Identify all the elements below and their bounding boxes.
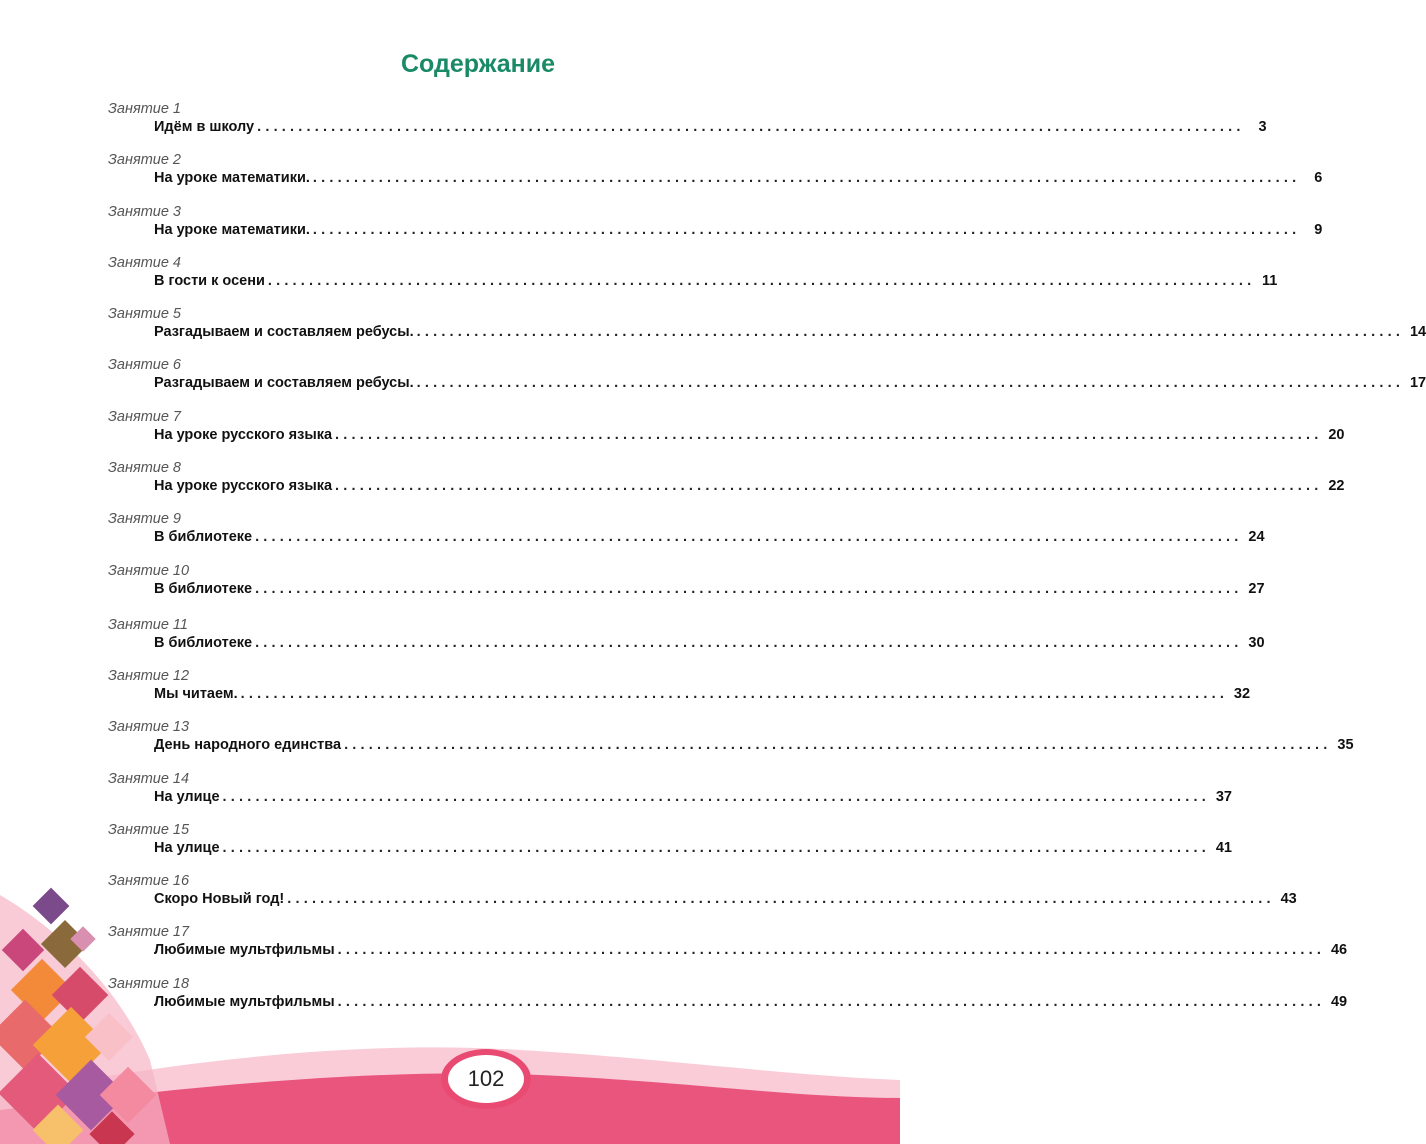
topic-title: На уроке русского языка xyxy=(154,478,333,495)
page-ref: 3 xyxy=(1258,119,1267,135)
lesson-label: Занятие 16 xyxy=(108,873,190,890)
lesson-label: Занятие 17 xyxy=(108,924,190,941)
lesson-label: Занятие 3 xyxy=(108,203,181,220)
topic-title: Любимые мультфильмы xyxy=(154,993,335,1010)
dot-leader: ........................................................................................................................ xyxy=(255,580,1243,597)
lesson-label: Занятие 15 xyxy=(108,821,190,838)
toc-entry xyxy=(108,719,1354,770)
dot-leader: ........................................................................................................................ xyxy=(255,634,1243,651)
toc-entry xyxy=(108,562,1265,617)
dot-leader: ........................................................................................................................ xyxy=(255,529,1243,546)
page-ref: 22 xyxy=(1328,478,1345,495)
page-ref: 11 xyxy=(1261,272,1278,289)
dot-leader: ........................................................................................................................ xyxy=(257,119,1245,135)
toc-entry xyxy=(108,357,1426,408)
toc-entry xyxy=(108,924,1348,975)
toc-line xyxy=(154,477,1345,496)
toc-line xyxy=(154,374,1426,393)
page-ref: 43 xyxy=(1280,891,1297,908)
dot-leader: ........................................................................................................................ xyxy=(287,891,1275,908)
topic-title: На уроке математики. xyxy=(154,221,310,238)
lesson-label: Занятие 12 xyxy=(108,667,190,684)
page-ref: 41 xyxy=(1215,839,1232,856)
lesson-label: Занятие 13 xyxy=(108,719,190,736)
toc-entry xyxy=(108,511,1265,562)
topic-title: В библиотеке xyxy=(154,580,253,597)
topic-title: На улице xyxy=(154,839,220,856)
toc-line xyxy=(154,528,1265,547)
dot-leader: ........................................................................................................................ xyxy=(240,685,1229,702)
topic-title: На улице xyxy=(154,788,220,805)
topic-title: Разгадываем и составляем ребусы. xyxy=(154,324,414,341)
page-ref: 46 xyxy=(1330,942,1348,959)
toc-line xyxy=(154,993,1348,1012)
lesson-label: Занятие 7 xyxy=(108,408,181,425)
lesson-label: Занятие 10 xyxy=(108,562,190,579)
dot-leader: ........................................................................................................................ xyxy=(312,221,1301,238)
page-ref: 9 xyxy=(1314,221,1323,238)
dot-leader: ........................................................................................................................ xyxy=(416,375,1405,392)
lesson-label: Занятие 4 xyxy=(108,254,181,271)
dot-leader: ........................................................................................................................ xyxy=(312,170,1301,187)
page-ref: 32 xyxy=(1233,685,1251,702)
topic-title: Мы читаем. xyxy=(154,685,238,702)
table-of-contents xyxy=(108,101,1426,1027)
toc-line xyxy=(154,118,1267,137)
toc-line xyxy=(154,272,1278,291)
page-ref: 30 xyxy=(1248,634,1265,651)
lesson-label: Занятие 6 xyxy=(108,357,181,374)
topic-title: День народного единства xyxy=(154,737,342,754)
page-ref: 17 xyxy=(1409,375,1426,392)
lesson-label: Занятие 8 xyxy=(108,460,181,477)
toc-entry xyxy=(108,616,1265,668)
toc-line xyxy=(154,221,1323,240)
toc-line xyxy=(154,788,1232,807)
toc-entry xyxy=(108,306,1426,357)
toc-line xyxy=(154,634,1265,653)
dot-leader: ........................................................................................................................ xyxy=(337,993,1326,1010)
topic-title: На уроке русского языка xyxy=(154,426,333,443)
toc-entry xyxy=(108,975,1348,1027)
dot-leader: ........................................................................................................................ xyxy=(335,426,1323,443)
toc-entry xyxy=(108,101,1267,152)
topic-title: На уроке математики. xyxy=(154,170,310,187)
lesson-label: Занятие 1 xyxy=(108,101,181,117)
dot-leader: ........................................................................................................................ xyxy=(267,272,1256,289)
toc-entry xyxy=(108,408,1345,460)
topic-title: Разгадываем и составляем ребусы. xyxy=(154,375,414,392)
toc-entry xyxy=(108,770,1232,822)
lesson-label: Занятие 18 xyxy=(108,975,190,992)
toc-line xyxy=(154,323,1426,342)
toc-line xyxy=(154,736,1354,755)
toc-entry xyxy=(108,667,1251,719)
toc-line xyxy=(154,169,1323,188)
lesson-label: Занятие 11 xyxy=(108,616,188,633)
dot-leader: ........................................................................................................................ xyxy=(416,324,1405,341)
toc-entry xyxy=(108,203,1323,255)
lesson-label: Занятие 14 xyxy=(108,770,190,787)
topic-title: В библиотеке xyxy=(154,529,253,546)
topic-title: Скоро Новый год! xyxy=(154,891,285,908)
dot-leader: ........................................................................................................................ xyxy=(335,478,1323,495)
page-ref: 37 xyxy=(1215,788,1232,805)
dot-leader: ........................................................................................................................ xyxy=(222,788,1210,805)
toc-entry xyxy=(108,460,1345,511)
page-ref: 49 xyxy=(1330,993,1348,1010)
lesson-label: Занятие 9 xyxy=(108,511,181,528)
page-number: 102 xyxy=(467,1066,505,1091)
toc-entry xyxy=(108,821,1232,873)
toc-entry xyxy=(108,152,1323,203)
dot-leader: ........................................................................................................................ xyxy=(337,942,1326,959)
lesson-label: Занятие 2 xyxy=(108,152,181,169)
page-ref: 35 xyxy=(1337,737,1354,754)
topic-title: В библиотеке xyxy=(154,634,253,651)
toc-entry xyxy=(108,254,1278,306)
page-ref: 20 xyxy=(1328,426,1345,443)
page-ref: 24 xyxy=(1248,529,1265,546)
page-ref: 14 xyxy=(1409,324,1426,341)
toc-line xyxy=(154,839,1232,858)
topic-title: В гости к осени xyxy=(154,272,265,289)
topic-title: Любимые мультфильмы xyxy=(154,942,335,959)
toc-entry xyxy=(108,873,1297,924)
page-ref: 27 xyxy=(1248,580,1265,597)
toc-line xyxy=(154,941,1348,960)
lesson-label: Занятие 5 xyxy=(108,306,181,323)
toc-line xyxy=(154,426,1345,445)
toc-line xyxy=(154,685,1251,704)
page-title: Содержание xyxy=(400,50,556,78)
topic-title: Идём в школу xyxy=(154,119,255,135)
toc-line xyxy=(154,890,1297,909)
dot-leader: ........................................................................................................................ xyxy=(222,839,1210,856)
page-ref: 6 xyxy=(1314,170,1323,187)
toc-line xyxy=(154,580,1265,599)
dot-leader: ........................................................................................................................ xyxy=(344,737,1332,754)
